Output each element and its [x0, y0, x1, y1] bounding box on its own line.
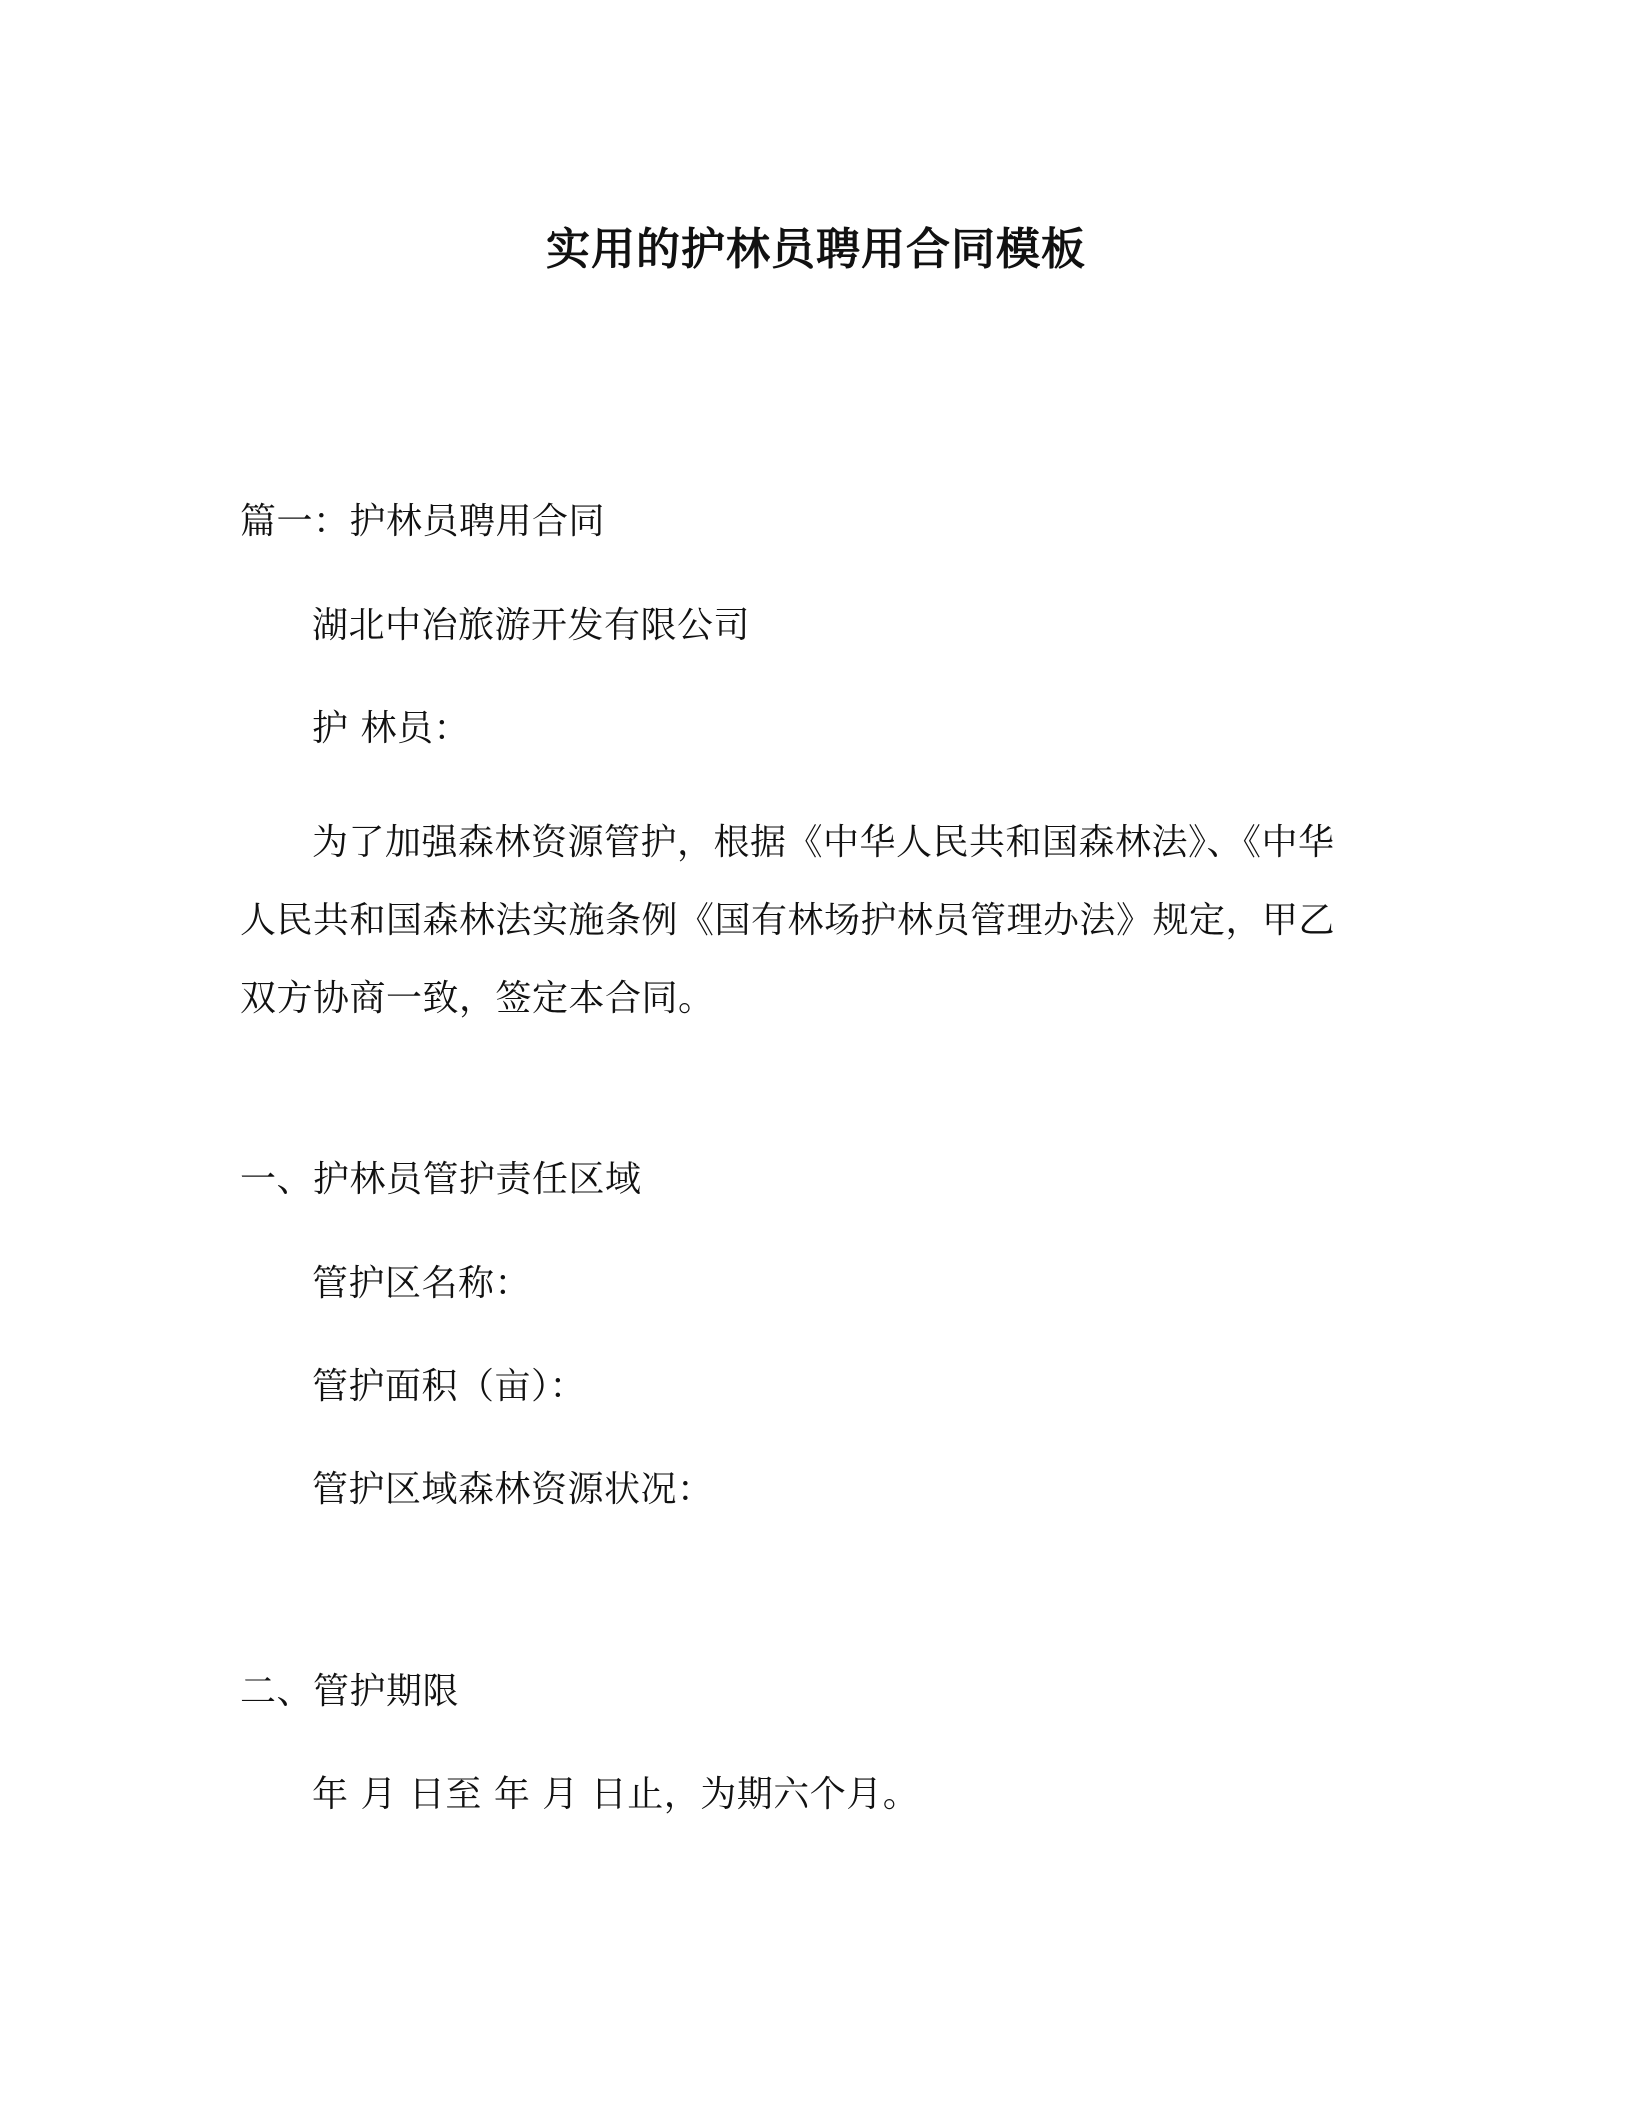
section-2-heading: 二、管护期限 [240, 1671, 460, 1712]
period-text: 年 月 日至 年 月 日止，为期六个月。 [312, 1774, 920, 1815]
party-a-name: 湖北中冶旅游开发有限公司 [312, 605, 751, 646]
resource-status-label: 管护区域森林资源状况： [312, 1469, 714, 1510]
intro-paragraph: 为了加强森林资源管护，根据《中华人民共和国森林法》、《中华人民共和国森林法实施条例《国有林场护林员管理办法》规定，甲乙双方协商一致，签定本合同。 [240, 822, 1336, 1019]
document-title: 实用的护林员聘用合同模板 [546, 224, 1086, 275]
part-heading: 篇一：护林员聘用合同 [240, 501, 606, 542]
party-b-label: 护 林员： [312, 708, 470, 749]
section-1-heading: 一、护林员管护责任区域 [240, 1159, 642, 1200]
area-name-label: 管护区名称： [312, 1263, 532, 1304]
area-size-label: 管护面积（亩）： [312, 1366, 587, 1407]
